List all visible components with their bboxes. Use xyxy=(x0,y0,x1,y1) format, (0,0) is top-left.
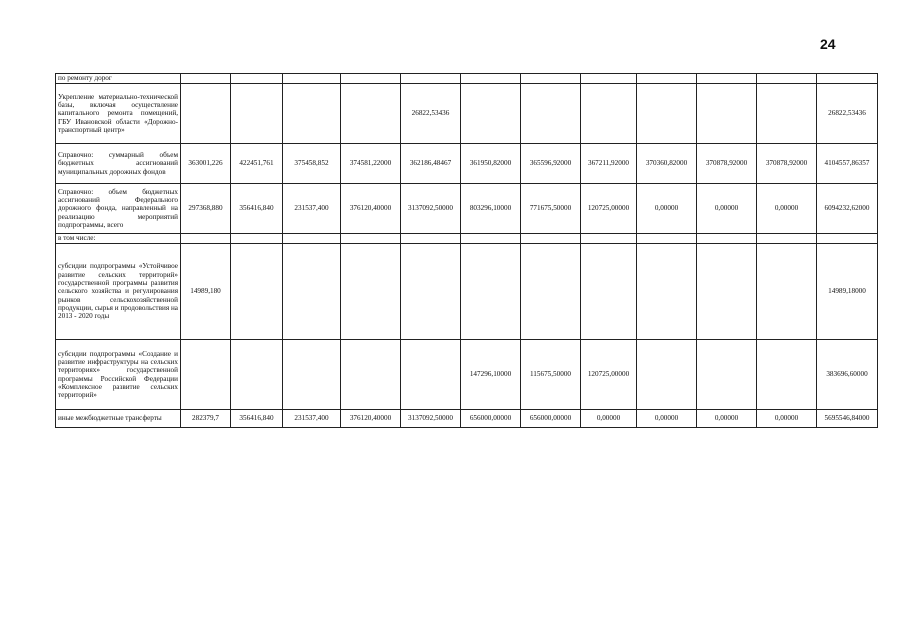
cell: 370878,92000 xyxy=(697,144,757,184)
cell xyxy=(521,74,581,84)
cell xyxy=(461,234,521,244)
cell: 656000,00000 xyxy=(461,410,521,428)
cell: 376120,40000 xyxy=(341,410,401,428)
cell xyxy=(401,244,461,340)
cell: 120725,00000 xyxy=(581,184,637,234)
cell xyxy=(231,234,283,244)
cell xyxy=(581,74,637,84)
cell xyxy=(521,234,581,244)
row-label: Справочно: суммарный объем бюджетных ассигнований муниципальных дорожных фондов xyxy=(56,144,181,184)
cell: 147296,10000 xyxy=(461,340,521,410)
cell xyxy=(817,234,878,244)
cell: 0,00000 xyxy=(581,410,637,428)
cell: 362186,48467 xyxy=(401,144,461,184)
cell xyxy=(697,244,757,340)
cell xyxy=(637,234,697,244)
cell xyxy=(581,244,637,340)
cell xyxy=(181,340,231,410)
row-label: Укрепление материально-технической базы, включая осуществление капитального ремонта помещений, ГБУ Ивановской области «Дорожно-транспортный центр» xyxy=(56,84,181,144)
cell xyxy=(231,340,283,410)
row-label: иные межбюджетные трансферты xyxy=(56,410,181,428)
cell xyxy=(283,340,341,410)
cell xyxy=(581,84,637,144)
cell: 3137092,50000 xyxy=(401,410,461,428)
cell: 356416,840 xyxy=(231,184,283,234)
table-row xyxy=(56,184,878,234)
cell: 656000,00000 xyxy=(521,410,581,428)
cell: 375458,852 xyxy=(283,144,341,184)
cell xyxy=(341,84,401,144)
cell xyxy=(181,84,231,144)
cell xyxy=(401,234,461,244)
cell xyxy=(697,340,757,410)
table-row xyxy=(56,340,878,410)
cell xyxy=(637,84,697,144)
row-label: в том числе: xyxy=(56,234,181,244)
cell xyxy=(757,340,817,410)
cell xyxy=(283,84,341,144)
table-row xyxy=(56,234,878,244)
cell xyxy=(461,244,521,340)
cell xyxy=(697,84,757,144)
cell xyxy=(697,74,757,84)
cell: 4104557,86357 xyxy=(817,144,878,184)
cell xyxy=(341,74,401,84)
cell: 370360,82000 xyxy=(637,144,697,184)
cell: 282379,7 xyxy=(181,410,231,428)
cell xyxy=(757,74,817,84)
row-label: Справочно: объем бюджетных ассигнований Федерального дорожного фонда, направленный на реализацию мероприятий подпрограммы, всего xyxy=(56,184,181,234)
cell xyxy=(341,244,401,340)
cell xyxy=(231,84,283,144)
cell xyxy=(181,234,231,244)
cell xyxy=(637,244,697,340)
cell: 14989,180 xyxy=(181,244,231,340)
cell: 0,00000 xyxy=(757,184,817,234)
cell: 231537,400 xyxy=(283,410,341,428)
cell: 374581,22000 xyxy=(341,144,401,184)
cell xyxy=(231,74,283,84)
cell: 231537,400 xyxy=(283,184,341,234)
cell xyxy=(637,340,697,410)
cell xyxy=(461,74,521,84)
cell: 115675,50000 xyxy=(521,340,581,410)
cell xyxy=(181,74,231,84)
cell xyxy=(461,84,521,144)
cell xyxy=(581,234,637,244)
cell xyxy=(757,244,817,340)
cell xyxy=(401,340,461,410)
cell: 3137092,50000 xyxy=(401,184,461,234)
cell: 363001,226 xyxy=(181,144,231,184)
row-label: по ремонту дорог xyxy=(56,74,181,84)
cell: 0,00000 xyxy=(637,184,697,234)
cell: 365596,92000 xyxy=(521,144,581,184)
table-row xyxy=(56,84,878,144)
cell: 14989,18000 xyxy=(817,244,878,340)
table-row xyxy=(56,144,878,184)
cell: 5695546,84000 xyxy=(817,410,878,428)
row-label: субсидии подпрограммы «Создание и развитие инфраструктуры на сельских территориях» государственной программы Российской Федерации «Комплексное развитие сельских территорий» xyxy=(56,340,181,410)
cell xyxy=(521,84,581,144)
cell: 370878,92000 xyxy=(757,144,817,184)
cell: 367211,92000 xyxy=(581,144,637,184)
cell xyxy=(341,234,401,244)
cell xyxy=(231,244,283,340)
cell xyxy=(283,74,341,84)
cell xyxy=(521,244,581,340)
cell: 6094232,62000 xyxy=(817,184,878,234)
table-row xyxy=(56,410,878,428)
cell xyxy=(283,244,341,340)
cell xyxy=(817,74,878,84)
cell: 0,00000 xyxy=(637,410,697,428)
cell xyxy=(283,234,341,244)
cell: 422451,761 xyxy=(231,144,283,184)
page-number: 24 xyxy=(820,36,836,52)
cell xyxy=(697,234,757,244)
cell xyxy=(401,74,461,84)
cell: 356416,840 xyxy=(231,410,283,428)
cell: 383696,60000 xyxy=(817,340,878,410)
budget-table xyxy=(55,73,878,428)
cell: 0,00000 xyxy=(697,184,757,234)
row-label: субсидии подпрограммы «Устойчивое развитие сельских территорий» государственной программы развития сельского хозяйства и регулирования рынков сельскохозяйственной продукции, сырья и продовольствия на 2013 - 2020 годы xyxy=(56,244,181,340)
cell: 361950,82000 xyxy=(461,144,521,184)
cell xyxy=(757,234,817,244)
cell xyxy=(757,84,817,144)
cell: 120725,00000 xyxy=(581,340,637,410)
cell: 26822,53436 xyxy=(401,84,461,144)
cell xyxy=(637,74,697,84)
table-row xyxy=(56,74,878,84)
table-row xyxy=(56,244,878,340)
cell: 0,00000 xyxy=(697,410,757,428)
cell: 376120,40000 xyxy=(341,184,401,234)
cell: 771675,50000 xyxy=(521,184,581,234)
cell xyxy=(341,340,401,410)
cell: 297368,880 xyxy=(181,184,231,234)
cell: 0,00000 xyxy=(757,410,817,428)
cell: 803296,10000 xyxy=(461,184,521,234)
cell: 26822,53436 xyxy=(817,84,878,144)
